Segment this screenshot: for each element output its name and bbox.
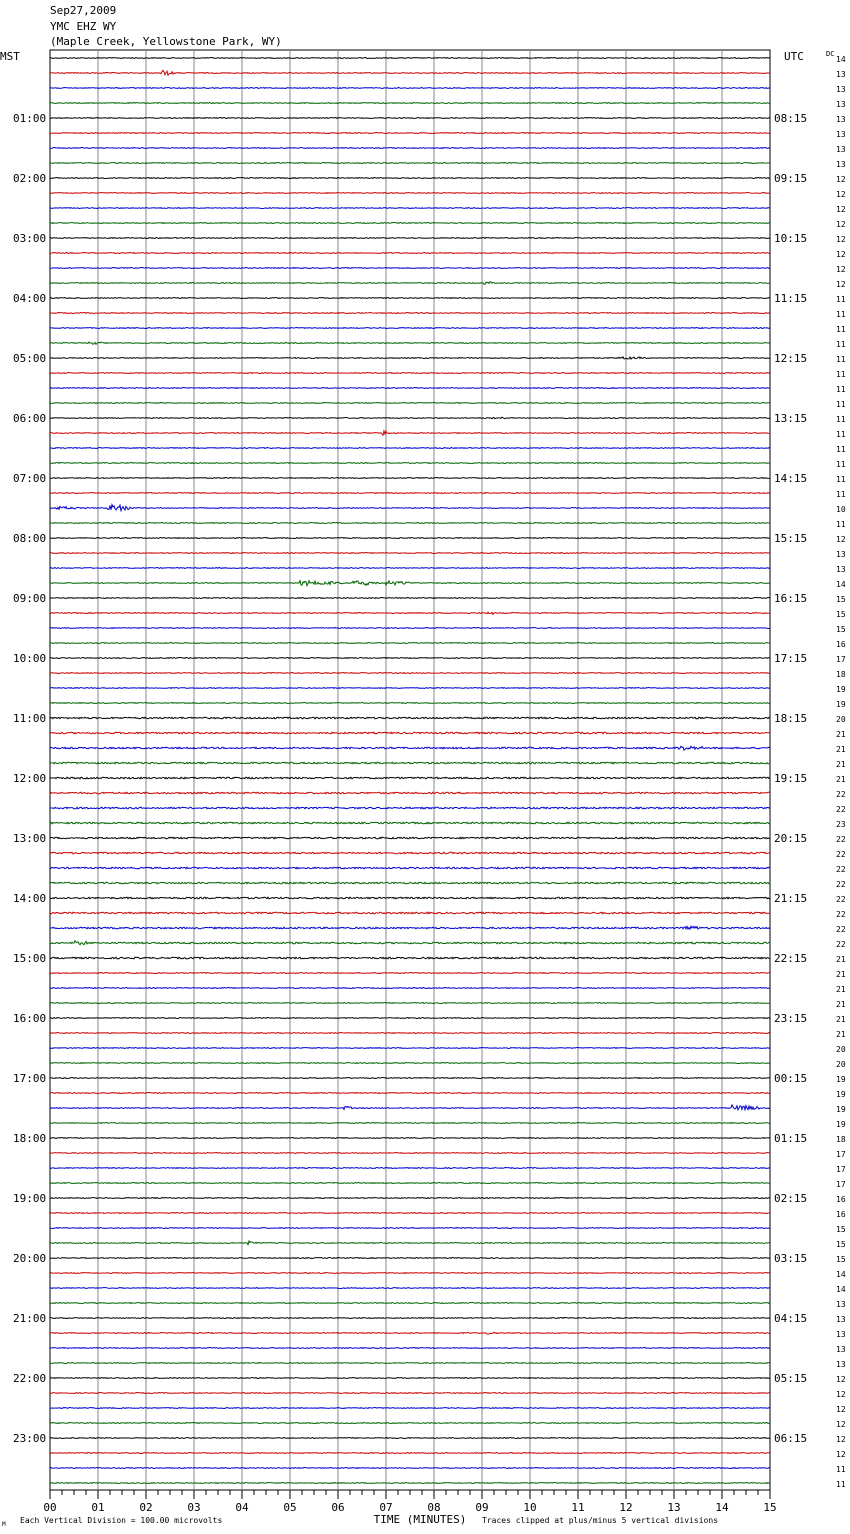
trace-25 [50, 431, 770, 435]
utc-hour-label: 02:15 [774, 1192, 808, 1205]
mst-hour-label: 21:00 [13, 1312, 47, 1325]
utc-hour-label: 03:15 [774, 1252, 808, 1265]
trace-33 [50, 553, 770, 554]
dc-offset-label: 12 [836, 1420, 846, 1429]
dc-offset-label: 10 [836, 505, 846, 514]
trace-42 [50, 688, 770, 689]
dc-label: DC [826, 50, 835, 58]
utc-hour-label: 15:15 [774, 532, 808, 545]
trace-70 [50, 1105, 770, 1110]
trace-57 [50, 912, 770, 914]
dc-offset-label: 15 [836, 1255, 846, 1264]
dc-offset-label: 17 [836, 655, 846, 664]
mst-hour-label: 07:00 [13, 472, 47, 485]
dc-offset-label: 11 [836, 1465, 846, 1474]
x-tick-label: 05 [283, 1501, 297, 1514]
trace-77 [50, 1213, 770, 1214]
utc-hour-label: 18:15 [774, 712, 808, 725]
utc-hour-label: 11:15 [774, 292, 808, 305]
dc-offset-label: 11 [836, 340, 846, 349]
trace-69 [50, 1093, 770, 1094]
trace-12 [50, 238, 770, 239]
trace-6 [50, 148, 770, 149]
trace-20 [50, 357, 770, 359]
trace-0 [50, 58, 770, 59]
trace-52 [50, 837, 770, 839]
mst-hour-label: 02:00 [13, 172, 47, 185]
mst-hour-label: 14:00 [13, 892, 47, 905]
dc-offset-label: 11 [836, 370, 846, 379]
dc-offset-label: 13 [836, 70, 846, 79]
x-axis-label: TIME (MINUTES) [373, 1513, 467, 1526]
trace-64 [50, 1018, 770, 1019]
trace-63 [50, 1003, 770, 1004]
dc-offset-label: 12 [836, 250, 846, 259]
trace-10 [50, 208, 770, 209]
trace-76 [50, 1198, 770, 1199]
trace-84 [50, 1318, 770, 1319]
trace-32 [50, 538, 770, 539]
dc-offset-label: 12 [836, 1390, 846, 1399]
trace-83 [50, 1303, 770, 1304]
dc-offset-label: 18 [836, 1135, 846, 1144]
trace-19 [50, 342, 770, 344]
dc-offset-label: 11 [836, 490, 846, 499]
mst-hour-label: 04:00 [13, 292, 47, 305]
dc-offset-label: 19 [836, 1105, 846, 1114]
trace-82 [50, 1288, 770, 1289]
dc-offset-label: 11 [836, 1480, 846, 1489]
x-tick-label: 00 [43, 1501, 57, 1514]
trace-45 [50, 732, 770, 734]
dc-offset-label: 11 [836, 475, 846, 484]
utc-hour-label: 20:15 [774, 832, 808, 845]
trace-26 [50, 448, 770, 449]
trace-47 [50, 762, 770, 764]
trace-79 [50, 1241, 770, 1245]
x-tick-label: 15 [763, 1501, 777, 1514]
trace-15 [50, 282, 770, 284]
trace-13 [50, 253, 770, 254]
trace-55 [50, 882, 770, 884]
dc-offset-label: 19 [836, 1090, 846, 1099]
trace-94 [50, 1468, 770, 1469]
x-tick-label: 08 [427, 1501, 441, 1514]
mst-hour-label: 22:00 [13, 1372, 47, 1385]
dc-offset-label: 19 [836, 1120, 846, 1129]
trace-38 [50, 628, 770, 629]
mst-hour-label: 19:00 [13, 1192, 47, 1205]
dc-offset-label: 22 [836, 850, 846, 859]
mst-hour-label: 03:00 [13, 232, 47, 245]
dc-offset-label: 17 [836, 1180, 846, 1189]
mst-hour-label: 13:00 [13, 832, 47, 845]
utc-hour-label: 08:15 [774, 112, 808, 125]
dc-offset-label: 13 [836, 85, 846, 94]
dc-offset-label: 15 [836, 625, 846, 634]
dc-offset-label: 21 [836, 1000, 846, 1009]
dc-offset-label: 13 [836, 565, 846, 574]
trace-49 [50, 792, 770, 794]
dc-offset-label: 12 [836, 1405, 846, 1414]
mst-hour-label: 18:00 [13, 1132, 47, 1145]
trace-17 [50, 313, 770, 314]
trace-72 [50, 1138, 770, 1139]
dc-offset-label: 21 [836, 1030, 846, 1039]
trace-62 [50, 988, 770, 989]
dc-offset-label: 15 [836, 595, 846, 604]
dc-offset-label: 15 [836, 610, 846, 619]
dc-offset-label: 12 [836, 175, 846, 184]
x-tick-label: 01 [91, 1501, 105, 1514]
utc-hour-label: 05:15 [774, 1372, 808, 1385]
dc-offset-label: 13 [836, 145, 846, 154]
plot-frame [50, 50, 770, 1490]
trace-24 [50, 417, 770, 419]
dc-offset-label: 11 [836, 460, 846, 469]
trace-9 [50, 193, 770, 194]
trace-8 [50, 178, 770, 179]
utc-hour-label: 00:15 [774, 1072, 808, 1085]
utc-hour-label: 04:15 [774, 1312, 808, 1325]
dc-offset-label: 11 [836, 430, 846, 439]
dc-offset-label: 21 [836, 730, 846, 739]
dc-offset-label: 22 [836, 895, 846, 904]
trace-89 [50, 1393, 770, 1394]
mst-label: MST [0, 50, 20, 63]
dc-offset-label: 14 [836, 55, 846, 64]
dc-offset-label: 19 [836, 685, 846, 694]
chart-location: (Maple Creek, Yellowstone Park, WY) [50, 35, 282, 48]
trace-27 [50, 463, 770, 464]
dc-offset-label: 12 [836, 235, 846, 244]
mst-hour-label: 08:00 [13, 532, 47, 545]
utc-hour-label: 14:15 [774, 472, 808, 485]
mst-hour-label: 06:00 [13, 412, 47, 425]
trace-43 [50, 703, 770, 704]
dc-offset-label: 16 [836, 1210, 846, 1219]
trace-35 [50, 581, 770, 586]
dc-offset-label: 21 [836, 985, 846, 994]
trace-81 [50, 1273, 770, 1274]
trace-21 [50, 373, 770, 374]
dc-offset-label: 15 [836, 1240, 846, 1249]
trace-59 [50, 941, 770, 945]
x-tick-label: 03 [187, 1501, 201, 1514]
x-tick-label: 14 [715, 1501, 729, 1514]
dc-offset-label: 22 [836, 880, 846, 889]
trace-78 [50, 1228, 770, 1229]
dc-offset-label: 21 [836, 775, 846, 784]
dc-offset-label: 11 [836, 310, 846, 319]
trace-34 [50, 568, 770, 569]
trace-23 [50, 403, 770, 404]
dc-offset-label: 22 [836, 790, 846, 799]
trace-36 [50, 598, 770, 599]
trace-54 [50, 867, 770, 869]
dc-offset-label: 13 [836, 1360, 846, 1369]
utc-hour-label: 16:15 [774, 592, 808, 605]
trace-93 [50, 1453, 770, 1454]
scale-note: Each Vertical Division = 100.00 microvolts [20, 1516, 223, 1525]
trace-58 [50, 926, 770, 929]
dc-offset-label: 11 [836, 295, 846, 304]
dc-offset-label: 17 [836, 1165, 846, 1174]
dc-offset-label: 14 [836, 580, 846, 589]
dc-offset-label: 13 [836, 1300, 846, 1309]
trace-66 [50, 1048, 770, 1049]
mst-hour-label: 09:00 [13, 592, 47, 605]
trace-51 [50, 822, 770, 824]
dc-offset-label: 16 [836, 640, 846, 649]
trace-1 [50, 70, 770, 75]
trace-31 [50, 523, 770, 524]
x-tick-label: 07 [379, 1501, 393, 1514]
trace-68 [50, 1078, 770, 1079]
utc-hour-label: 09:15 [774, 172, 808, 185]
trace-60 [50, 957, 770, 959]
trace-80 [50, 1258, 770, 1259]
trace-44 [50, 717, 770, 719]
trace-46 [50, 746, 770, 750]
trace-71 [50, 1123, 770, 1124]
dc-offset-label: 18 [836, 670, 846, 679]
dc-offset-label: 12 [836, 280, 846, 289]
x-tick-label: 12 [619, 1501, 633, 1514]
utc-hour-label: 01:15 [774, 1132, 808, 1145]
dc-offset-label: 22 [836, 835, 846, 844]
dc-offset-label: 20 [836, 715, 846, 724]
dc-offset-label: 20 [836, 1045, 846, 1054]
dc-offset-label: 21 [836, 970, 846, 979]
trace-22 [50, 388, 770, 389]
trace-29 [50, 493, 770, 494]
dc-offset-label: 11 [836, 400, 846, 409]
mst-hour-label: 15:00 [13, 952, 47, 965]
trace-18 [50, 328, 770, 329]
trace-37 [50, 612, 770, 614]
trace-67 [50, 1063, 770, 1064]
dc-offset-label: 13 [836, 115, 846, 124]
dc-offset-label: 14 [836, 1270, 846, 1279]
dc-offset-label: 11 [836, 355, 846, 364]
trace-40 [50, 658, 770, 659]
dc-offset-label: 22 [836, 865, 846, 874]
mst-hour-label: 12:00 [13, 772, 47, 785]
dc-offset-label: 15 [836, 1225, 846, 1234]
trace-4 [50, 118, 770, 119]
trace-90 [50, 1408, 770, 1409]
dc-offset-label: 12 [836, 1450, 846, 1459]
dc-offset-label: 13 [836, 1330, 846, 1339]
utc-hour-label: 23:15 [774, 1012, 808, 1025]
dc-offset-label: 12 [836, 1435, 846, 1444]
dc-offset-label: 16 [836, 1195, 846, 1204]
trace-3 [50, 103, 770, 104]
trace-48 [50, 777, 770, 779]
trace-65 [50, 1033, 770, 1034]
utc-hour-label: 21:15 [774, 892, 808, 905]
dc-offset-label: 13 [836, 1315, 846, 1324]
dc-offset-label: 22 [836, 910, 846, 919]
trace-2 [50, 88, 770, 89]
utc-hour-label: 13:15 [774, 412, 808, 425]
trace-88 [50, 1378, 770, 1379]
trace-41 [50, 673, 770, 674]
dc-offset-label: 11 [836, 415, 846, 424]
clip-note: Traces clipped at plus/minus 5 vertical divisions [482, 1516, 719, 1525]
mst-hour-label: 11:00 [13, 712, 47, 725]
dc-offset-label: 22 [836, 940, 846, 949]
dc-offset-label: 22 [836, 925, 846, 934]
trace-16 [50, 298, 770, 299]
corner-mark: M [2, 1521, 6, 1528]
x-tick-label: 11 [571, 1501, 585, 1514]
trace-75 [50, 1183, 770, 1184]
mst-hour-label: 10:00 [13, 652, 47, 665]
x-tick-label: 10 [523, 1501, 537, 1514]
dc-offset-label: 23 [836, 820, 846, 829]
trace-53 [50, 852, 770, 854]
utc-hour-label: 22:15 [774, 952, 808, 965]
dc-offset-label: 11 [836, 520, 846, 529]
mst-hour-label: 01:00 [13, 112, 47, 125]
mst-hour-label: 16:00 [13, 1012, 47, 1025]
dc-offset-label: 13 [836, 130, 846, 139]
dc-offset-label: 21 [836, 1015, 846, 1024]
dc-offset-label: 20 [836, 1060, 846, 1069]
trace-74 [50, 1168, 770, 1169]
dc-offset-label: 12 [836, 535, 846, 544]
dc-offset-label: 12 [836, 1375, 846, 1384]
dc-offset-label: 12 [836, 205, 846, 214]
trace-50 [50, 807, 770, 809]
dc-offset-label: 11 [836, 325, 846, 334]
trace-73 [50, 1153, 770, 1154]
dc-offset-label: 14 [836, 1285, 846, 1294]
mst-hour-label: 20:00 [13, 1252, 47, 1265]
trace-5 [50, 133, 770, 134]
trace-7 [50, 163, 770, 164]
utc-hour-label: 12:15 [774, 352, 808, 365]
trace-92 [50, 1438, 770, 1439]
dc-offset-label: 21 [836, 955, 846, 964]
dc-offset-label: 12 [836, 220, 846, 229]
mst-hour-label: 17:00 [13, 1072, 47, 1085]
x-tick-label: 09 [475, 1501, 489, 1514]
x-tick-label: 04 [235, 1501, 249, 1514]
dc-offset-label: 17 [836, 1150, 846, 1159]
chart-station: YMC EHZ WY [50, 20, 117, 33]
mst-hour-label: 23:00 [13, 1432, 47, 1445]
dc-offset-label: 11 [836, 385, 846, 394]
utc-hour-label: 19:15 [774, 772, 808, 785]
trace-39 [50, 643, 770, 644]
dc-offset-label: 13 [836, 160, 846, 169]
dc-offset-label: 19 [836, 700, 846, 709]
utc-hour-label: 17:15 [774, 652, 808, 665]
dc-offset-label: 13 [836, 1345, 846, 1354]
trace-14 [50, 268, 770, 269]
utc-hour-label: 10:15 [774, 232, 808, 245]
dc-offset-label: 19 [836, 1075, 846, 1084]
dc-offset-label: 13 [836, 100, 846, 109]
dc-offset-label: 11 [836, 445, 846, 454]
chart-date: Sep27,2009 [50, 4, 117, 17]
dc-offset-label: 13 [836, 550, 846, 559]
trace-91 [50, 1423, 770, 1424]
trace-86 [50, 1348, 770, 1349]
trace-56 [50, 897, 770, 899]
trace-30 [50, 505, 770, 511]
dc-offset-label: 22 [836, 805, 846, 814]
dc-offset-label: 21 [836, 760, 846, 769]
dc-offset-label: 12 [836, 265, 846, 274]
utc-hour-label: 06:15 [774, 1432, 808, 1445]
trace-61 [50, 973, 770, 974]
mst-hour-label: 05:00 [13, 352, 47, 365]
trace-95 [50, 1483, 770, 1484]
utc-label: UTC [784, 50, 804, 63]
trace-85 [50, 1332, 770, 1334]
x-tick-label: 02 [139, 1501, 153, 1514]
trace-28 [50, 478, 770, 479]
dc-offset-label: 21 [836, 745, 846, 754]
x-tick-label: 13 [667, 1501, 681, 1514]
x-tick-label: 06 [331, 1501, 345, 1514]
dc-offset-label: 12 [836, 190, 846, 199]
trace-11 [50, 223, 770, 224]
trace-87 [50, 1363, 770, 1364]
